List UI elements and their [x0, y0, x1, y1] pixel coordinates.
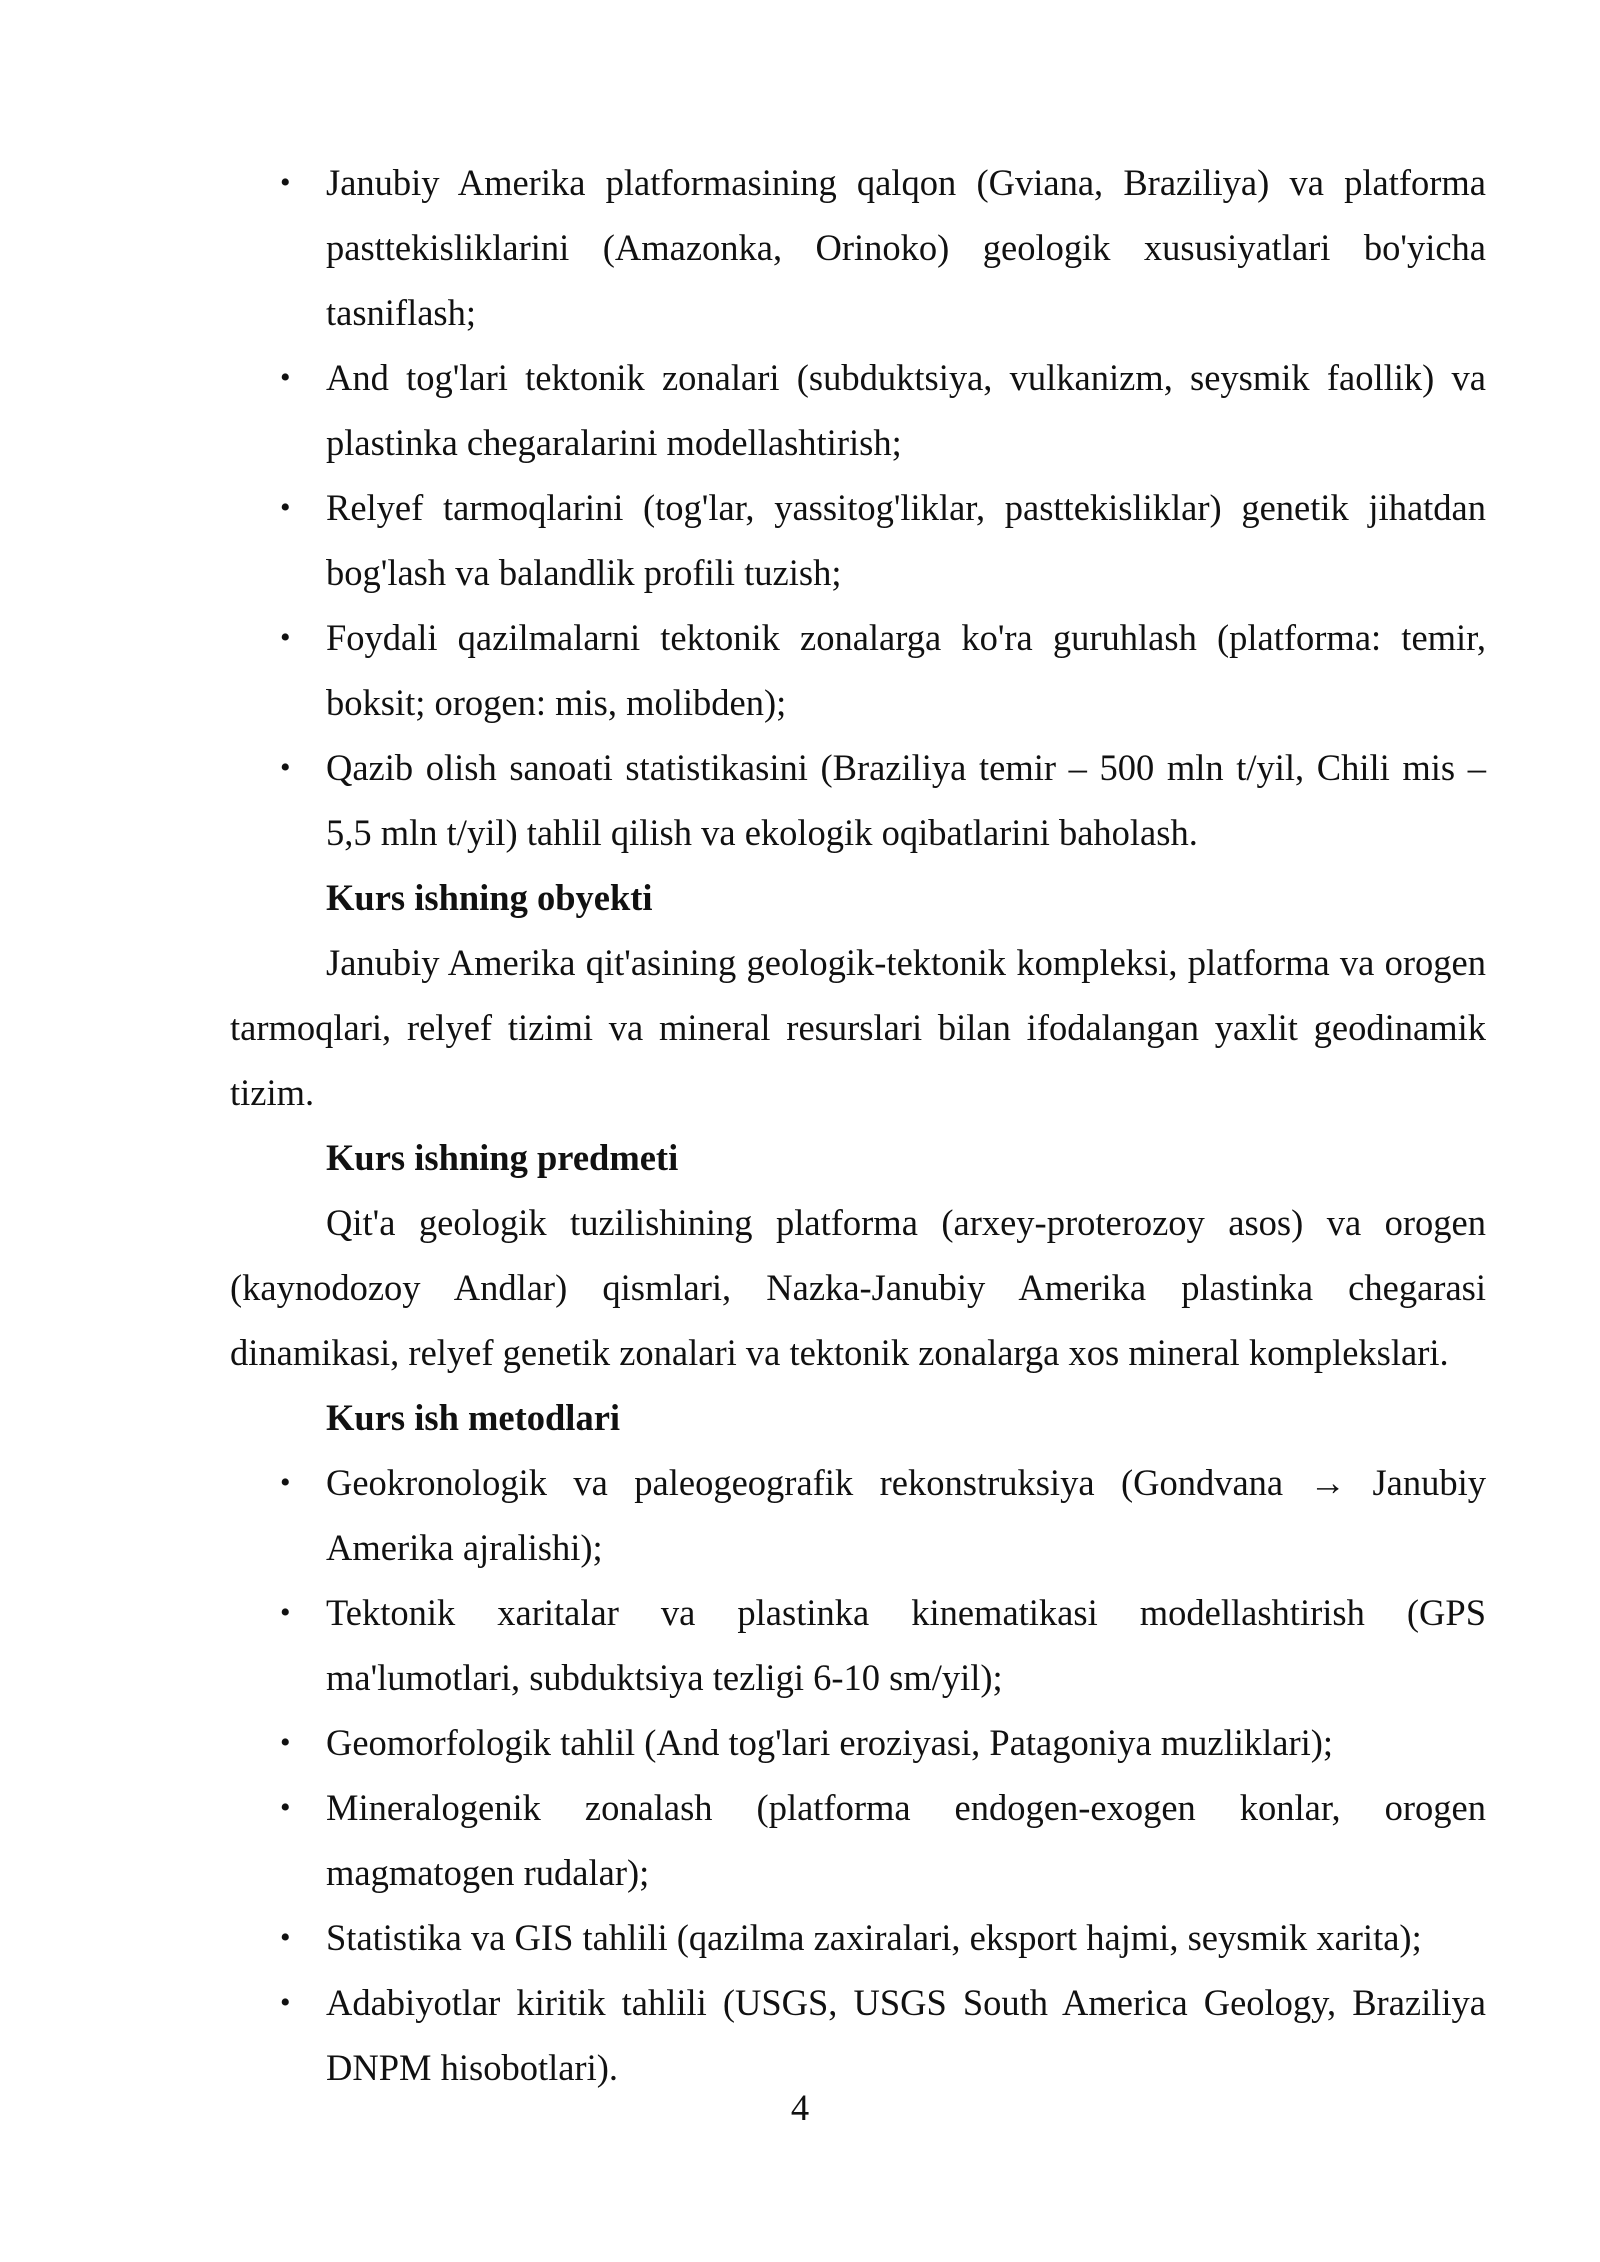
list-item: • Relyef tarmoqlarini (tog'lar, yassitog'liklar, pasttekisliklar) genetik jihatdan bog'lash va balandlik profili tuzish; [230, 475, 1486, 605]
list-item: • And tog'lari tektonik zonalari (subduktsiya, vulkanizm, seysmik faollik) va plastinka chegaralarini modellashtirish; [230, 345, 1486, 475]
methods-heading: Kurs ish metodlari [326, 1397, 621, 1438]
bullet-icon: • [280, 1791, 291, 1824]
bullet-icon: • [280, 491, 291, 524]
object-heading: Kurs ishning obyekti [326, 877, 653, 918]
list-item: • Geokronologik va paleogeografik rekonstruksiya (Gondvana → Janubiy Amerika ajralishi); [230, 1450, 1486, 1580]
list-item: • Foydali qazilmalarni tektonik zonalarga ko'ra guruhlash (platforma: temir, boksit; orogen: mis, molibden); [230, 605, 1486, 735]
subject-paragraph: Qit'a geologik tuzilishining platforma (arxey-proterozoy asos) va orogen (kaynodozoy Andlar) qismlari, Nazka-Janubiy Amerika plastinka chegarasi dinamikasi, relyef genetik zonalari va tektonik zonalarga xos mineral komplekslari. [230, 1202, 1486, 1373]
list-item: • Tektonik xaritalar va plastinka kinematikasi modellashtirish (GPS ma'lumotlari, subduktsiya tezligi 6-10 sm/yil); [230, 1580, 1486, 1710]
list-item: • Janubiy Amerika platformasining qalqon (Gviana, Braziliya) va platforma pasttekisliklarini (Amazonka, Orinoko) geologik xususiyatlari bo'yicha tasniflash; [230, 150, 1486, 345]
bullet-icon: • [280, 1596, 291, 1629]
object-paragraph: Janubiy Amerika qit'asining geologik-tektonik kompleksi, platforma va orogen tarmoqlari, relyef tizimi va mineral resurslari bilan ifodalangan yaxlit geodinamik tizim. [230, 942, 1486, 1113]
list-item: • Statistika va GIS tahlili (qazilma zaxiralari, eksport hajmi, seysmik xarita); [230, 1905, 1486, 1970]
objectives-list [230, 150, 1486, 865]
list-item: • Qazib olish sanoati statistikasini (Braziliya temir – 500 mln t/yil, Chili mis – 5,5 mln t/yil) tahlil qilish va ekologik oqibatlarini baholash. [230, 735, 1486, 865]
bullet-icon: • [280, 1726, 291, 1759]
bullet-icon: • [280, 621, 291, 654]
bullet-icon: • [280, 1921, 291, 1954]
bullet-icon: • [280, 1986, 291, 2019]
bullet-icon: • [280, 1466, 291, 1499]
bullet-icon: • [280, 751, 291, 784]
page-number: 4 [790, 2087, 810, 2128]
methods-list [230, 1450, 1486, 2100]
list-item: • Mineralogenik zonalash (platforma endogen-exogen konlar, orogen magmatogen rudalar); [230, 1775, 1486, 1905]
list-item: • Adabiyotlar kiritik tahlili (USGS, USGS South America Geology, Braziliya DNPM hisobotlari). [230, 1970, 1486, 2100]
bullet-icon: • [280, 361, 291, 394]
page-content [230, 150, 1486, 2100]
subject-heading: Kurs ishning predmeti [326, 1137, 679, 1178]
list-item: • Geomorfologik tahlil (And tog'lari eroziyasi, Patagoniya muzliklari); [230, 1710, 1486, 1775]
bullet-icon: • [280, 166, 291, 199]
